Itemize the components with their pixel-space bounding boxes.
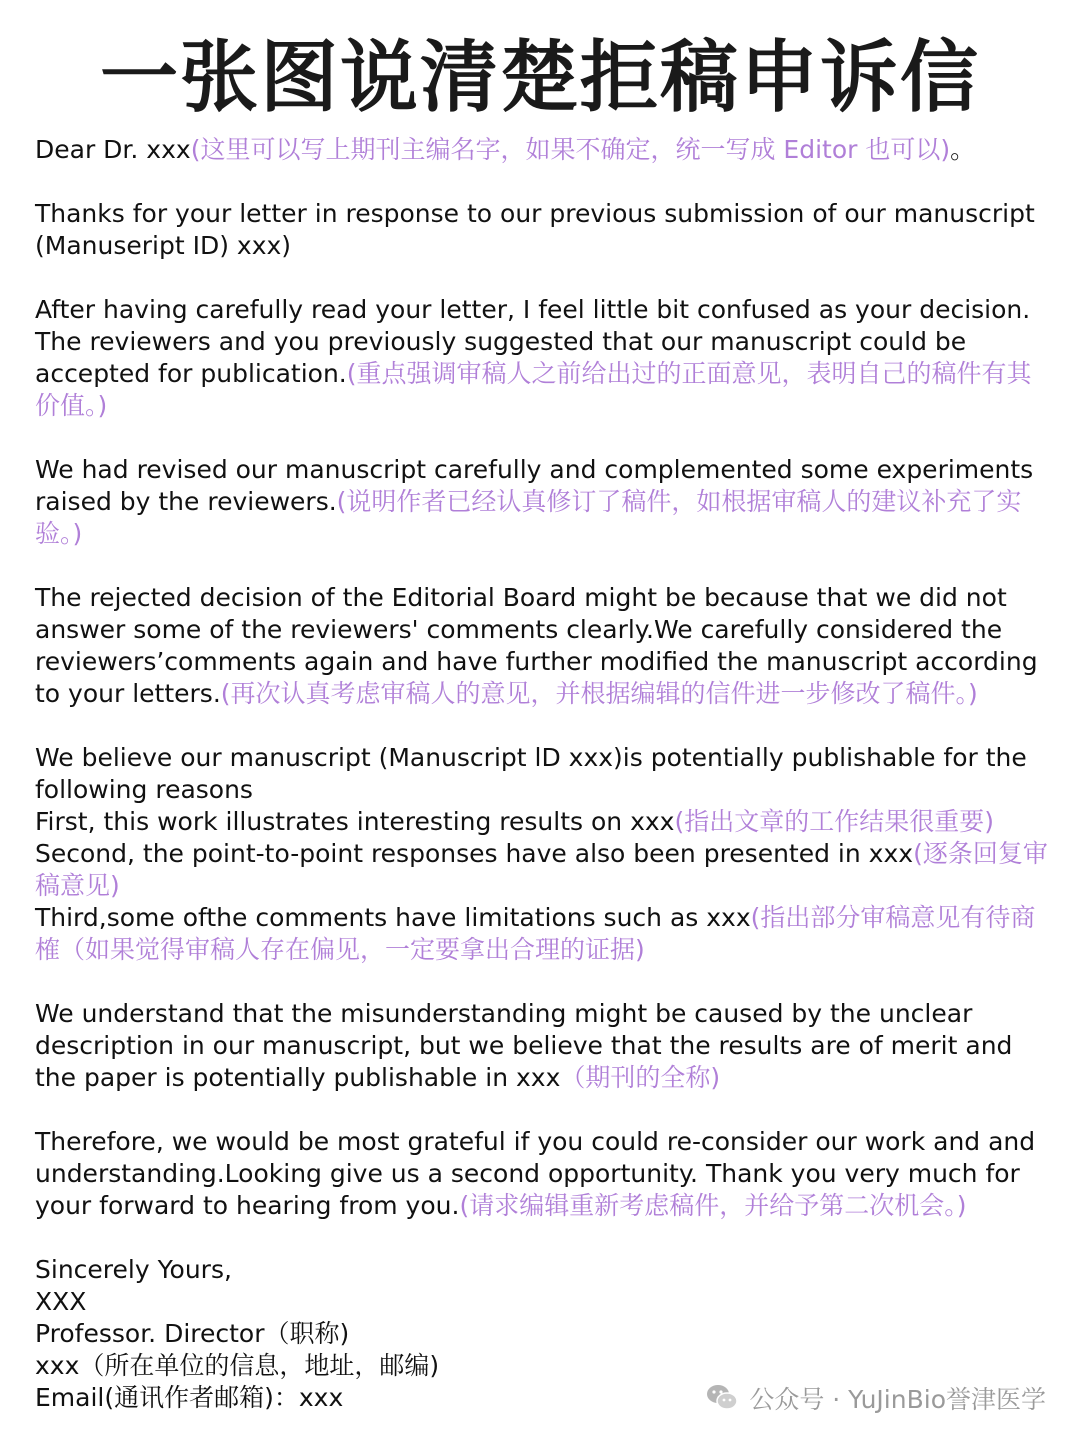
reason-text: Second, the point-to-point responses have also been presented in xxx [35, 839, 914, 868]
paragraph-note: （期刊的全称) [560, 1063, 721, 1092]
signature-affiliation: xxx（所在单位的信息，地址，邮编) [35, 1351, 440, 1380]
paragraph-text: Thanks for your letter in response to our previous submission of our manuscript (Manuseript ID) xxx) [35, 199, 1035, 260]
watermark [705, 1378, 1046, 1418]
wechat-icon [705, 1381, 739, 1415]
paragraph-salutation [35, 134, 1055, 166]
reason-second [35, 838, 1055, 902]
paragraph-reasons [35, 742, 1055, 966]
reason-note: (逐条回复审稿意见) [35, 839, 1048, 900]
signature-email: Email(通讯作者邮箱)：xxx [35, 1383, 344, 1412]
paragraph-note: (再次认真考虑审稿人的意见，并根据编辑的信件进一步修改了稿件。) [220, 679, 978, 708]
signature-closing: Sincerely Yours, [35, 1255, 232, 1284]
letter-body [35, 134, 1055, 1414]
reason-note: (指出文章的工作结果很重要) [674, 807, 994, 836]
paragraph-tail: 。 [950, 135, 976, 164]
reason-third [35, 902, 1055, 966]
signature-name: XXX [35, 1287, 87, 1316]
paragraph-note: (请求编辑重新考虑稿件，并给予第二次机会。) [459, 1191, 967, 1220]
paragraph-text: Therefore, we would be most grateful if you could re-consider our work and and understanding.Looking give us a second opportunity. Thank you very much for your forward to hearing from you. [35, 1127, 1036, 1220]
paragraph-note: (这里可以写上期刊主编名字，如果不确定，统一写成 Editor 也可以) [190, 135, 951, 164]
paragraph-revision [35, 454, 1055, 550]
paragraph-text: After having carefully read your letter, I feel little bit confused as your decision. The reviewers and you previously suggested that our manuscript could be accepted for publication. [35, 295, 1031, 388]
paragraph-request [35, 1126, 1055, 1222]
paragraph-text: We had revised our manuscript carefully and complemented some experiments raised by the reviewers. [35, 455, 1034, 516]
paragraph-rejection-reason [35, 582, 1055, 710]
paragraph-note: (说明作者已经认真修订了稿件，如根据审稿人的建议补充了实验。) [35, 487, 1022, 548]
paragraph-text: The rejected decision of the Editorial Board might be because that we did not answer some of the reviewers' comments clearly.We carefully considered the reviewers’comments again and have further modified the manuscript according to your letters. [35, 583, 1038, 708]
reason-note: (指出部分审稿意见有待商榷（如果觉得审稿人存在偏见，一定要拿出合理的证据) [35, 903, 1036, 964]
watermark-text: 公众号 · YuJinBio誉津医学 [749, 1385, 1046, 1414]
reason-text: Third,some ofthe comments have limitations such as xxx [35, 903, 751, 932]
reason-first [35, 806, 1055, 838]
paragraph-confusion [35, 294, 1055, 422]
paragraph-note: (重点强调审稿人之前给出过的正面意见，表明自己的稿件有其价值。) [35, 359, 1032, 420]
paragraph-merit [35, 998, 1055, 1094]
page-title: 一张图说清楚拒稿申诉信 [99, 33, 980, 123]
signature-title: Professor. Director（职称) [35, 1319, 350, 1348]
paragraph-thanks [35, 198, 1055, 262]
reason-intro [35, 742, 1055, 806]
paragraph-text: Dear Dr. xxx [35, 135, 191, 164]
paragraph-text: We understand that the misunderstanding might be caused by the unclear description in our manuscript, but we believe that the results are of merit and the paper is potentially publishable in xxx [35, 999, 1013, 1092]
reason-text: First, this work illustrates interesting results on xxx [35, 807, 675, 836]
reason-text: We believe our manuscript (Manuscript lD xxx)is potentially publishable for the following reasons [35, 743, 1027, 804]
